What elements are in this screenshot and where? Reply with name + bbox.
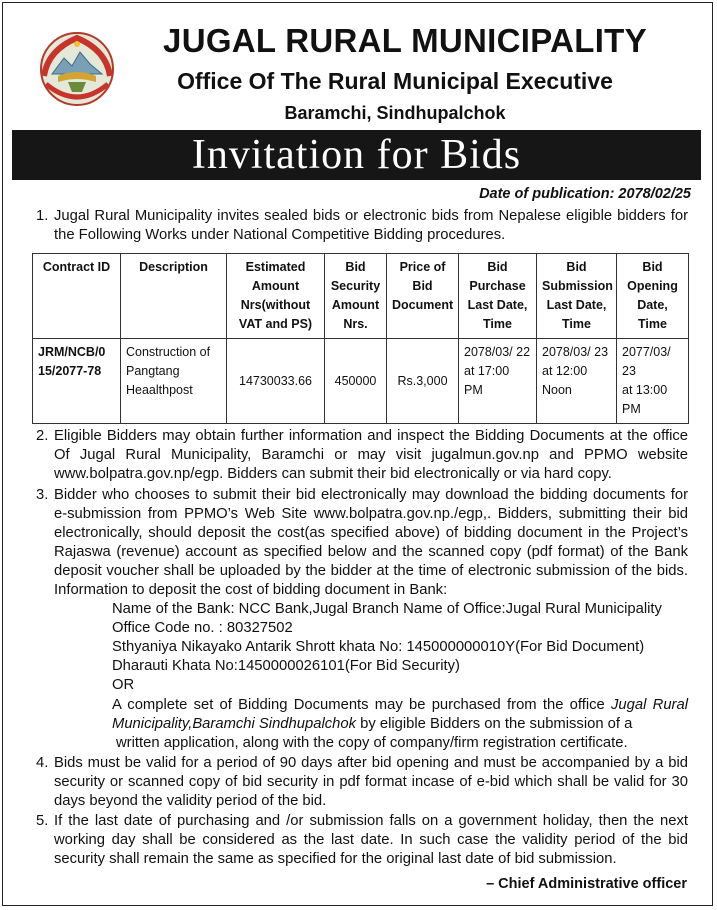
paragraph-text: Jugal Rural Municipality invites sealed bids or electronic bids from Nepalese eligible bidders for the Following Works under National Competitive Bidding procedures. <box>54 208 688 243</box>
purchase-alternative-continuation: written application, along with the copy of company/firm registration certificate. <box>116 735 628 751</box>
submission-time: at 12:00 Noon <box>542 364 588 397</box>
paragraph-5 <box>36 812 688 869</box>
header-purchase-date: Bid Purchase Last Date, Time <box>459 254 537 339</box>
publication-date: Date of publication: 2078/02/25 <box>479 186 691 202</box>
paragraph-number: 4. <box>36 755 49 771</box>
antarik-khata-line: Sthyaniya Nikayako Antarik Shrott khata No: 145000000010Y(For Bid Document) <box>112 639 645 655</box>
cell-purchase-date <box>459 339 537 424</box>
cell-contract-id: JRM/NCB/0 15/2077-78 <box>33 339 121 424</box>
header-bid-security: Bid Security Amount Nrs. <box>325 254 387 339</box>
office-code-line: Office Code no. : 80327502 <box>112 620 293 636</box>
cell-submission-date <box>537 339 617 424</box>
submission-date: 2078/03/ 23 <box>542 345 609 359</box>
paragraph-number: 2. <box>36 428 49 444</box>
municipality-title: JUGAL RURAL MUNICIPALITY <box>163 22 647 59</box>
paragraph-3 <box>36 486 688 600</box>
purchase-alternative-text: A complete set of Bidding Documents may be purchased from the office <box>112 697 612 713</box>
office-location: Baramchi, Sindhupalchok <box>284 103 506 123</box>
paragraph-2 <box>36 427 688 484</box>
nepal-government-emblem-icon <box>38 30 116 108</box>
purchase-date: 2078/03/ 22 <box>464 345 531 359</box>
table-header-row <box>33 254 689 339</box>
opening-time: at 13:00 PM <box>622 383 668 416</box>
header-estimated-amount: Estimated Amount Nrs(without VAT and PS) <box>227 254 325 339</box>
purchase-alternative <box>112 696 688 734</box>
bank-name-line: Name of the Bank: NCC Bank,Jugal Branch Name of Office:Jugal Rural Municipality <box>112 601 662 617</box>
dharauti-khata-line: Dharauti Khata No:1450000026101(For Bid Security) <box>112 658 460 674</box>
invitation-banner: Invitation for Bids <box>12 130 701 180</box>
purchase-time: at 17:00 PM <box>464 364 510 397</box>
table-row <box>33 339 689 424</box>
paragraph-text: Bids must be valid for a period of 90 days after bid opening and must be accompanied by a bid security or scanned copy of bid security in pdf format incase of e-bid which shall be valid for 30 days beyond the validity period of the bid. <box>54 755 688 809</box>
bid-table <box>32 253 689 424</box>
paragraph-number: 5. <box>36 813 49 829</box>
cell-price-document: Rs.3,000 <box>387 339 459 424</box>
purchase-office-name: Jugal Rural Municipality,Baramchi Sindhupalchok <box>112 697 688 732</box>
paragraph-text: Bidder who chooses to submit their bid electronically may download the bidding documents for e-submission from PPMO’s Web Site www.bolpatra.gov.np./egp,. Bidders, submitting their bid electronically, should deposit the cost(as specified above) of bidding document in the Project’s Rajaswa (revenue) account as specified below and the scanned copy (pdf format) of the Bank deposit voucher shall be uploaded by the bidder at the time of electronic submission of the bids. Information to deposit the cost of bidding document in Bank: <box>54 487 688 598</box>
header-submission-date: Bid Submission Last Date, Time <box>537 254 617 339</box>
signoff: – Chief Administrative officer <box>486 876 687 892</box>
cell-estimated-amount: 14730033.66 <box>227 339 325 424</box>
cell-bid-security: 450000 <box>325 339 387 424</box>
header-description: Description <box>121 254 227 339</box>
cell-description: Construction of Pangtang Heaalthpost <box>121 339 227 424</box>
purchase-alternative-text: by eligible Bidders on the submission of a <box>356 716 633 732</box>
paragraph-text: Eligible Bidders may obtain further information and inspect the Bidding Documents at the office Of Jugal Rural Municipality, Baramchi or may visit jugalmun.gov.np and PPMO website www.bolpatra.gov.np/egp. Bidders can submit their bid electronically or via hard copy. <box>54 428 688 482</box>
header-contract-id: Contract ID <box>33 254 121 339</box>
opening-date: 2077/03/ 23 <box>622 345 671 378</box>
cell-opening-date <box>617 339 689 424</box>
office-subtitle: Office Of The Rural Municipal Executive <box>177 68 613 94</box>
paragraph-number: 3. <box>36 487 49 503</box>
or-line: OR <box>112 677 135 693</box>
header-price-document: Price of Bid Document <box>387 254 459 339</box>
paragraph-number: 1. <box>36 208 49 224</box>
paragraph-4 <box>36 754 688 811</box>
paragraph-text: If the last date of purchasing and /or submission falls on a government holiday, then the next working day shall be considered as the last date. In such case the validity period of the bid security shall remain the same as specified for the original last date of bid submission. <box>54 813 688 867</box>
paragraph-1 <box>36 207 688 245</box>
header-opening-date: Bid Opening Date, Time <box>617 254 689 339</box>
